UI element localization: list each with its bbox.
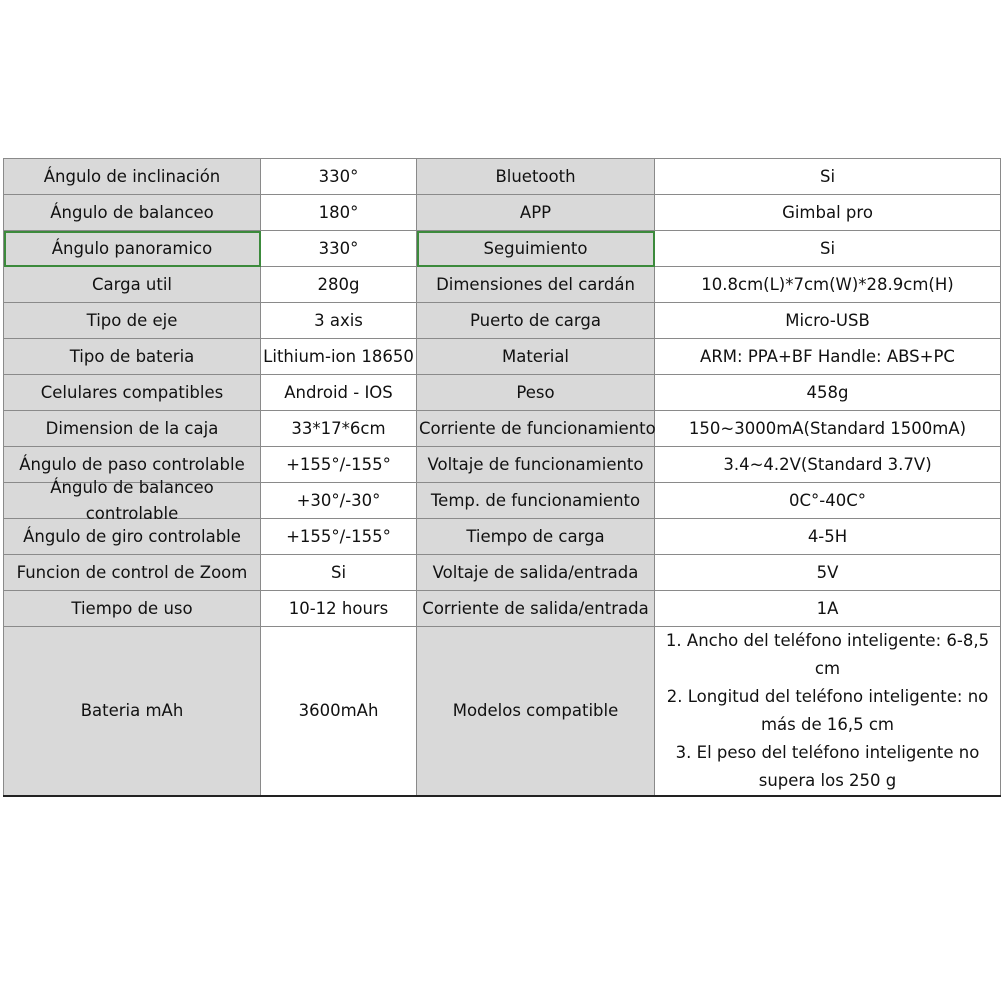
spec-key: Peso [417,375,655,411]
spec-key: Corriente de salida/entrada [417,591,655,627]
table-row [4,231,1001,267]
table-row [4,195,1001,231]
spec-key: Temp. de funcionamiento [417,483,655,519]
spec-key: Corriente de funcionamiento [417,411,655,447]
spec-key: Ángulo de inclinación [4,159,261,195]
spec-key-selected[interactable]: Seguimiento [417,231,655,267]
spec-key [4,478,261,523]
spec-value: 3600mAh [261,627,417,797]
spec-value: 10.8cm(L)*7cm(W)*28.9cm(H) [655,267,1001,303]
compatible-models-line: supera los 250 g [758,771,897,790]
spec-key: Tipo de eje [4,303,261,339]
spec-table [3,158,1001,797]
spec-value: ARM: PPA+BF Handle: ABS+PC [655,339,1001,375]
spec-key: Funcion de control de Zoom [4,555,261,591]
compatible-models-cell [655,627,1001,797]
spec-key: Tiempo de uso [4,591,261,627]
table-row [4,591,1001,627]
spec-value: 0C°-40C° [655,483,1001,519]
spec-value: +155°/-155° [261,519,417,555]
spec-value: +30°/-30° [261,483,417,519]
spec-value: 330° [261,159,417,195]
spec-key-text: Ángulo de balanceo controlable [50,478,214,523]
spec-value: 150~3000mA(Standard 1500mA) [655,411,1001,447]
spec-value: 3.4~4.2V(Standard 3.7V) [655,447,1001,483]
spec-key: Tiempo de carga [417,519,655,555]
table-row [4,411,1001,447]
spec-value: 5V [655,555,1001,591]
spec-key: Celulares compatibles [4,375,261,411]
table-row [4,483,1001,519]
table-row [4,303,1001,339]
spec-value: Micro-USB [655,303,1001,339]
spec-value: 1A [655,591,1001,627]
spec-key: Ángulo de giro controlable [4,519,261,555]
spec-key: Ángulo de balanceo [4,195,261,231]
spec-key: Voltaje de salida/entrada [417,555,655,591]
spec-value: 3 axis [261,303,417,339]
spec-value: Si [655,159,1001,195]
spec-key: Carga util [4,267,261,303]
spec-value: +155°/-155° [261,447,417,483]
table-row [4,375,1001,411]
spec-key: Modelos compatible [417,627,655,797]
spec-key: Material [417,339,655,375]
spec-key: Dimension de la caja [4,411,261,447]
spec-value: 458g [655,375,1001,411]
spec-value: 10-12 hours [261,591,417,627]
spec-key: Dimensiones del cardán [417,267,655,303]
spec-value: Android - IOS [261,375,417,411]
spec-key-selected[interactable]: Ángulo panoramico [4,231,261,267]
table-row [4,555,1001,591]
spec-key: APP [417,195,655,231]
table-row [4,627,1001,797]
compatible-models-line: 1. Ancho del teléfono inteligente: 6-8,5 [665,631,990,650]
spec-value: 280g [261,267,417,303]
compatible-models-line: cm [814,659,841,678]
table-row [4,339,1001,375]
spec-value: Gimbal pro [655,195,1001,231]
spec-value: 33*17*6cm [261,411,417,447]
spec-value: 330° [261,231,417,267]
spec-key: Voltaje de funcionamiento [417,447,655,483]
compatible-models-line: 2. Longitud del teléfono inteligente: no [666,687,989,706]
table-row [4,159,1001,195]
compatible-models-line: más de 16,5 cm [760,715,895,734]
spec-key: Bluetooth [417,159,655,195]
spec-key: Puerto de carga [417,303,655,339]
table-row [4,267,1001,303]
spec-value: 180° [261,195,417,231]
spec-key: Tipo de bateria [4,339,261,375]
spec-key: Ángulo de paso controlable [4,447,261,483]
spec-value: Si [261,555,417,591]
spec-value: Si [655,231,1001,267]
spec-key: Bateria mAh [4,627,261,797]
spec-value: Lithium-ion 18650 [261,339,417,375]
spec-value: 4-5H [655,519,1001,555]
compatible-models-line: 3. El peso del teléfono inteligente no [675,743,980,762]
